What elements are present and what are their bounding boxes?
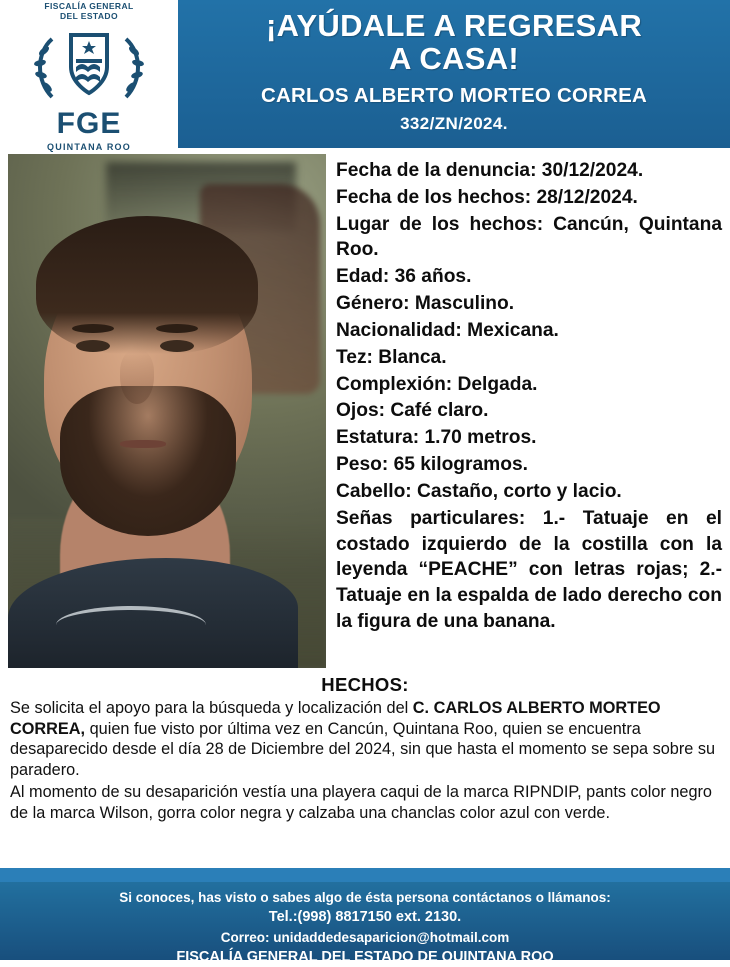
header-banner	[178, 0, 730, 148]
hechos-p1-pre: Se solicita el apoyo para la búsqueda y localización del	[10, 699, 413, 717]
hechos-paragraph-2: Al momento de su desaparición vestía una playera caqui de la marca RIPNDIP, pants color negro de la marca Wilson, gorra color negra y calzaba una chanclas color azul con verde.	[10, 783, 712, 822]
footer-accent-strip	[0, 868, 730, 882]
shield-laurel-icon	[30, 23, 148, 111]
poster-headline	[266, 10, 642, 74]
logo-top-text: FISCALÍA GENERAL DEL ESTADO	[44, 1, 134, 21]
photo-necklace	[56, 606, 206, 644]
detail-nacionalidad: Nacionalidad: Mexicana.	[336, 319, 559, 341]
detail-ojos: Ojos: Café claro.	[336, 400, 489, 422]
photo-eyebrow-left	[72, 324, 114, 333]
person-name: CARLOS ALBERTO MORTEO CORREA	[261, 83, 647, 107]
photo-eye-left	[76, 340, 110, 352]
poster-header	[0, 0, 730, 152]
person-details-list	[326, 154, 730, 668]
hechos-paragraph-1	[10, 698, 720, 780]
detail-genero: Género: Masculino.	[336, 293, 515, 315]
logo-bottom-text: QUINTANA ROO	[47, 141, 131, 152]
detail-complexion: Complexión: Delgada.	[336, 373, 538, 395]
logo-acronym: FGE	[56, 106, 122, 140]
poster-footer	[0, 882, 730, 965]
detail-peso: Peso: 65 kilogramos.	[336, 454, 528, 476]
hechos-p1-name: C. CARLOS ALBERTO MORTEO CORREA,	[10, 699, 661, 738]
footer-contact-prompt: Si conoces, has visto o sabes algo de ésta persona contáctanos o llámanos:	[119, 890, 611, 905]
footer-email[interactable]: Correo: unidaddedesaparicion@hotmail.com	[220, 929, 510, 945]
person-photo	[8, 154, 326, 668]
hechos-body	[0, 698, 730, 823]
photo-hair	[36, 216, 258, 354]
footer-institution: FISCALÍA GENERAL DEL ESTADO DE QUINTANA ROO	[176, 948, 554, 965]
hechos-p1-post: quien fue visto por última vez en Cancún, Quintana Roo, quien se encuentra desaparecido desde el día 28 de Diciembre del 2024, sin que hasta el momento se sepa sobre su paradero.	[10, 719, 716, 779]
case-number: 332/ZN/2024.	[400, 113, 508, 133]
photo-beard	[60, 386, 236, 536]
detail-cabello: Cabello: Castaño, corto y lacio.	[336, 480, 622, 502]
photo-eyebrow-right	[156, 324, 198, 333]
fge-logo	[0, 0, 178, 152]
detail-edad: Edad: 36 años.	[336, 266, 472, 288]
headline-line-1: ¡AYÚDALE A REGRESAR	[265, 8, 643, 44]
detail-fecha-denuncia: Fecha de la denuncia: 30/12/2024.	[336, 160, 644, 181]
poster-main	[0, 148, 730, 668]
detail-senas-particulares: Señas particulares: 1.- Tatuaje en el costado izquierdo de la costilla con la leyenda “PEACHE” con letras rojas; 2.- Tatuaje en la espalda de lado derecho con la figura de una banana.	[336, 507, 722, 633]
detail-lugar-hechos: Lugar de los hechos: Cancún, Quintana Roo.	[336, 213, 722, 261]
photo-eye-right	[160, 340, 194, 352]
footer-phone[interactable]: Tel.:(998) 8817150 ext. 2130.	[268, 909, 462, 926]
logo-shield-icon	[30, 23, 148, 111]
detail-fecha-hechos: Fecha de los hechos: 28/12/2024.	[336, 186, 638, 208]
detail-estatura: Estatura: 1.70 metros.	[336, 427, 537, 449]
hechos-title: HECHOS:	[321, 674, 409, 695]
headline-line-2: A CASA!	[388, 40, 520, 76]
detail-tez: Tez: Blanca.	[336, 346, 447, 368]
photo-mouth	[120, 440, 166, 448]
